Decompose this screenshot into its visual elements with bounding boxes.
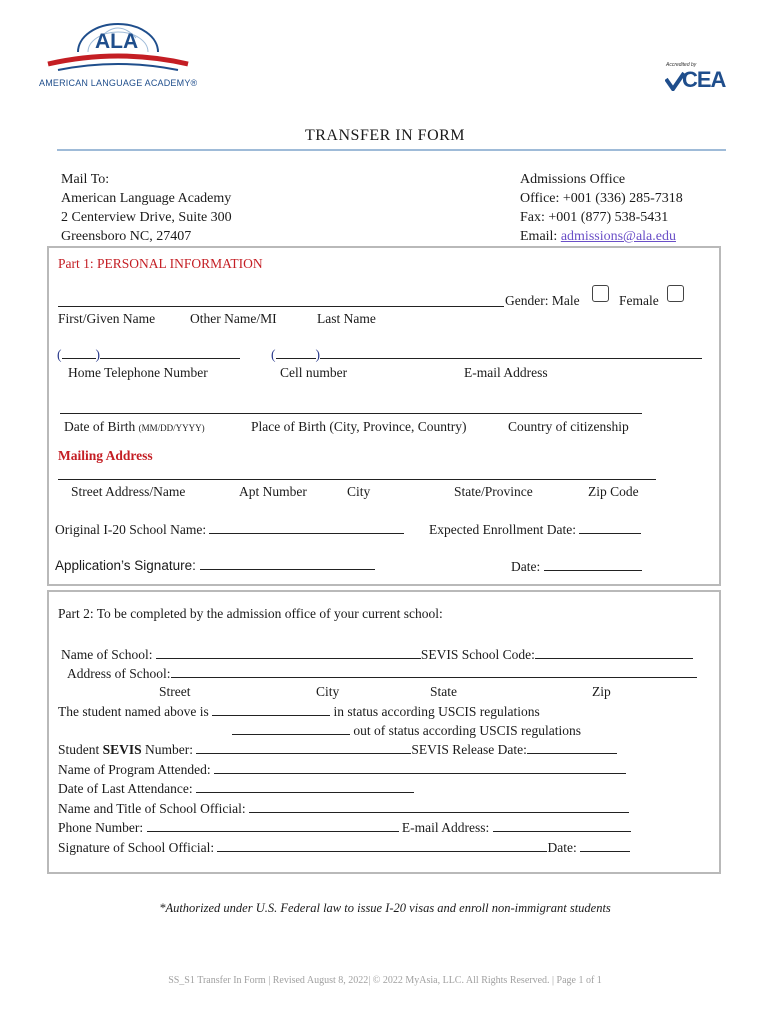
other-name-label: Other Name/MI — [190, 311, 277, 326]
mail-to-label: Mail To: — [61, 172, 110, 187]
name-line[interactable] — [58, 306, 504, 307]
page-footer: SS_S1 Transfer In Form | Revised August 8, 2022| © 2022 MyAsia, LLC. All Rights Reserved. | Page 1 of 1 — [168, 975, 602, 986]
cell-field[interactable]: ( ) — [271, 346, 702, 363]
form-title: TRANSFER IN FORM — [304, 127, 466, 144]
female-checkbox[interactable] — [667, 285, 684, 302]
title-rule — [57, 149, 726, 151]
admissions-fax: Fax: +001 (877) 538-5431 — [520, 210, 669, 225]
admissions-title: Admissions Office — [520, 172, 626, 187]
admissions-email-row — [520, 227, 683, 246]
dob-line[interactable] — [60, 413, 642, 414]
zip-label: Zip Code — [588, 484, 639, 499]
mail-to-line1: American Language Academy — [61, 191, 232, 206]
academy-name: AMERICAN LANGUAGE ACADEMY® — [39, 78, 198, 88]
cea-logo — [663, 62, 743, 94]
city-label: City — [347, 484, 371, 499]
female-label: Female — [619, 293, 659, 308]
enrollment-date-field[interactable]: Expected Enrollment Date: — [429, 521, 641, 538]
last-attendance-row[interactable]: Date of Last Attendance: — [58, 780, 414, 797]
official-signature-row[interactable]: Signature of School Official: Date: — [58, 839, 630, 856]
addr-city-label: City — [316, 684, 340, 699]
street-label: Street Address/Name — [71, 484, 186, 499]
addr-street-label: Street — [159, 684, 191, 699]
state-label: State/Province — [454, 484, 533, 499]
home-phone-label: Home Telephone Number — [68, 365, 208, 380]
address-line[interactable] — [58, 479, 656, 480]
addr-state-label: State — [430, 684, 457, 699]
accredited-by: Accredited by — [666, 62, 697, 68]
admissions-office: Office: +001 (336) 285-7318 — [520, 191, 683, 206]
phone-email-row[interactable]: Phone Number: E-mail Address: — [58, 819, 631, 836]
email-label: E-mail Address — [464, 365, 548, 380]
home-phone-field[interactable]: ( ) — [57, 346, 240, 363]
program-row[interactable]: Name of Program Attended: — [58, 761, 626, 778]
admissions-block — [520, 170, 683, 246]
ala-logo-text: ALA — [95, 30, 139, 53]
in-status-row[interactable]: The student named above is in status according USCIS regulations — [58, 704, 540, 719]
school-name-row[interactable]: Name of School: SEVIS School Code: — [61, 646, 693, 663]
apt-label: Apt Number — [239, 484, 307, 499]
dob-label: Date of Birth (MM/DD/YYYY) — [64, 419, 205, 434]
official-name-row[interactable]: Name and Title of School Official: — [58, 800, 629, 817]
citizenship-label: Country of citizenship — [508, 419, 629, 434]
part1-heading: Part 1: PERSONAL INFORMATION — [58, 256, 263, 271]
out-status-row[interactable]: out of status according USCIS regulations — [232, 722, 581, 739]
part2-heading: Part 2: To be completed by the admission office of your current school: — [58, 606, 443, 621]
pob-label: Place of Birth (City, Province, Country) — [251, 419, 467, 434]
applicant-signature-field[interactable]: Application’s Signature: — [55, 557, 375, 573]
gender-label: Gender: Male — [505, 293, 580, 308]
male-checkbox[interactable] — [592, 285, 609, 302]
footnote: *Authorized under U.S. Federal law to issue I-20 visas and enroll non-immigrant students — [159, 901, 611, 915]
email-label: Email: — [520, 229, 561, 244]
last-name-label: Last Name — [317, 311, 376, 326]
student-sevis-row[interactable]: Student SEVIS Number: SEVIS Release Date: — [58, 741, 617, 758]
cell-label: Cell number — [280, 365, 348, 380]
dob-format: (MM/DD/YYYY) — [138, 423, 205, 433]
ala-logo — [38, 18, 198, 93]
admissions-email-link[interactable]: admissions@ala.edu — [560, 229, 676, 244]
cea-logo-text: CEA — [682, 67, 726, 92]
mail-to-block — [61, 170, 232, 246]
addr-zip-label: Zip — [592, 684, 611, 699]
mail-to-line2: 2 Centerview Drive, Suite 300 — [61, 210, 232, 225]
mail-to-line3: Greensboro NC, 27407 — [61, 229, 192, 244]
mailing-heading: Mailing Address — [58, 448, 153, 463]
first-name-label: First/Given Name — [58, 311, 156, 326]
i20-school-field[interactable]: Original I-20 School Name: — [55, 521, 404, 538]
applicant-date-field[interactable]: Date: — [511, 558, 642, 575]
school-address-row[interactable]: Address of School: — [67, 665, 697, 682]
